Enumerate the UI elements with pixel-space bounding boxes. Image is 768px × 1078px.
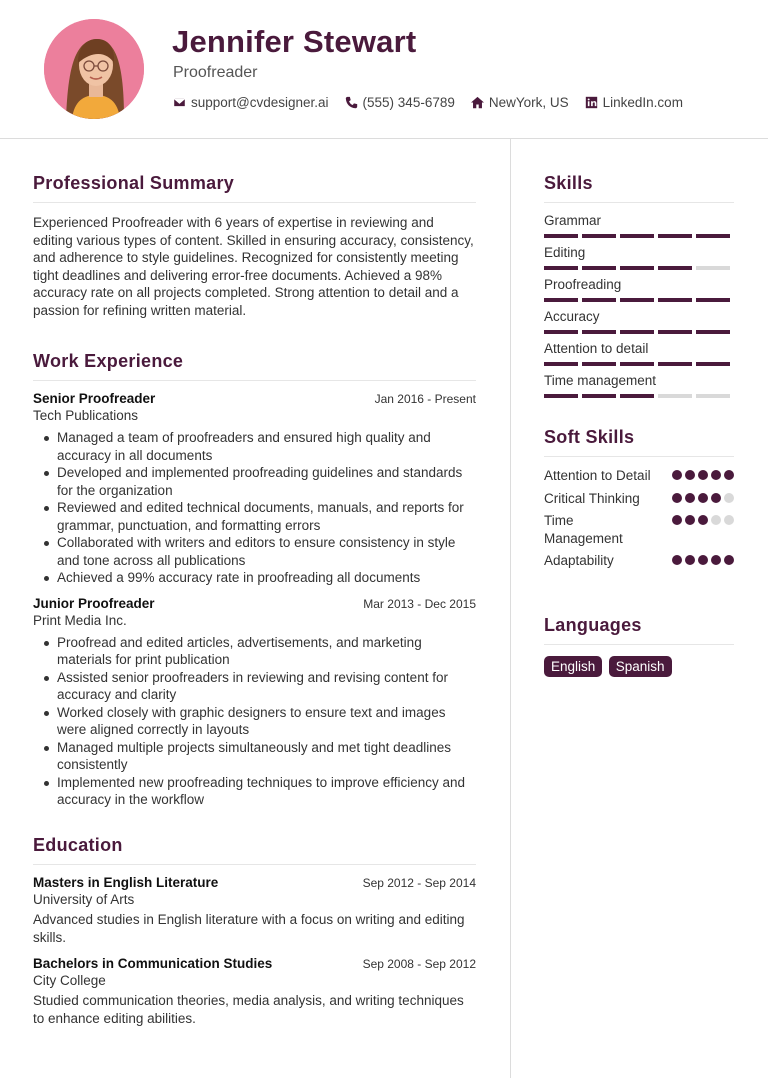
soft-skill-name: Critical Thinking [544,490,640,506]
skill-level-segment [544,330,578,334]
contact-linkedin-text: LinkedIn.com [602,95,683,110]
contact-phone-text: (555) 345-6789 [362,95,455,110]
skill-level-segment [582,234,616,238]
skill-level-segment [582,266,616,270]
skill-name: Editing [544,245,586,260]
skill-level-segment [544,362,578,366]
job-entry-title: Senior Proofreader [33,391,156,406]
rating-dot [711,515,721,525]
rating-dot [711,470,721,480]
education-date: Sep 2012 - Sep 2014 [362,876,476,890]
soft-skill-name: Attention to Detail [544,468,651,483]
education-degree: Masters in English Literature [33,875,219,890]
job-title: Proofreader [173,64,258,81]
resume-header [0,0,768,139]
rating-dot [724,555,734,565]
phone-icon [345,96,358,109]
skill-item [544,341,734,366]
job-entry [33,391,476,587]
skill-name: Grammar [544,213,601,228]
job-bullets [42,634,476,809]
skill-level-segment [582,330,616,334]
education-school: City College [33,973,106,988]
rating-dot [724,470,734,480]
skill-level-segment [696,330,730,334]
education-school: University of Arts [33,892,135,907]
language-badge: English [544,656,602,677]
summary-text: Experienced Proofreader with 6 years of expertise in reviewing and editing various types of content. Skilled in ensuring accuracy, consistency, and adherence to style guidelines. Recognized for consistently meeting tight deadlines and delivering error-free documents. Achieved a 98% accuracy rate on all projects completed. Strong attention to detail and a passion for refining written material. [33,215,474,318]
skill-level-segment [620,234,654,238]
skill-level-segment [544,266,578,270]
skill-level-segment [620,362,654,366]
soft-skill-name: Adaptability [544,553,614,568]
bullet-item: Collaborated with writers and editors to ensure consistency in style and tone across all publications [42,534,476,569]
skill-level-segment [544,394,578,398]
bullet-item: Managed multiple projects simultaneously and met tight deadlines consistently [42,739,476,774]
candidate-name: Jennifer Stewart [172,24,417,59]
soft-skills-list [544,467,734,570]
education-desc: Studied communication theories, media analysis, and writing techniques to enhance editing abilities. [33,993,464,1026]
rating-dot [685,470,695,480]
education-heading: Education [33,835,476,865]
skill-level-segment [582,298,616,302]
experience-heading: Work Experience [33,351,476,381]
rating-dot [672,555,682,565]
bullet-item: Developed and implemented proofreading guidelines and standards for the organization [42,464,476,499]
rating-dot [672,493,682,503]
rating-dot [685,515,695,525]
soft-skills-heading: Soft Skills [544,427,734,457]
bullet-item: Worked closely with graphic designers to ensure text and images were aligned correctly in layouts [42,704,476,739]
skill-name: Attention to detail [544,341,649,356]
rating-dot [672,515,682,525]
languages-section [544,615,734,677]
skill-level-segment [582,394,616,398]
skill-level-segment [658,266,692,270]
skill-level-bar [544,266,734,270]
rating-dot [698,515,708,525]
contact-email-text: support@cvdesigner.ai [191,95,329,110]
education-entry [33,875,476,946]
skill-level-segment [544,234,578,238]
skill-level-segment [658,394,692,398]
skill-level-segment [696,394,730,398]
skill-item [544,213,734,238]
skill-level-segment [620,394,654,398]
job-entry-date: Jan 2016 - Present [374,392,476,406]
job-entry-org: Tech Publications [33,408,139,423]
skill-level-segment [658,330,692,334]
education-desc: Advanced studies in English literature with a focus on writing and editing skills. [33,912,465,945]
soft-skill-item [544,490,734,508]
skills-heading: Skills [544,173,734,203]
education-date: Sep 2008 - Sep 2012 [362,957,476,971]
bullet-item: Assisted senior proofreaders in reviewing and revising content for accuracy and clarity [42,669,476,704]
soft-skill-item [544,552,734,570]
soft-skill-item [544,512,734,547]
skill-level-segment [620,266,654,270]
summary-heading: Professional Summary [33,173,476,203]
skill-item [544,373,734,398]
contact-phone[interactable] [345,95,455,110]
skill-level-segment [620,298,654,302]
skill-name: Time management [544,373,657,388]
rating-dot [724,493,734,503]
skill-level-bar [544,394,734,398]
skill-level-segment [696,298,730,302]
education-section [33,835,476,1027]
summary-section [33,173,476,319]
skill-level-segment [696,362,730,366]
linkedin-icon [585,96,598,109]
rating-dot [711,555,721,565]
skill-name: Accuracy [544,309,600,324]
education-entry [33,956,476,1027]
profile-photo [44,19,144,119]
rating-dot [711,493,721,503]
bullet-item: Achieved a 99% accuracy rate in proofreading all documents [42,569,476,587]
languages-heading: Languages [544,615,734,645]
soft-skill-rating [669,555,734,565]
avatar-illustration [44,19,144,119]
skill-name: Proofreading [544,277,622,292]
skill-item [544,245,734,270]
soft-skill-name: Time Management [544,513,623,546]
skill-level-bar [544,234,734,238]
skill-level-segment [620,330,654,334]
job-entry-title: Junior Proofreader [33,595,155,611]
rating-dot [698,470,708,480]
envelope-icon [173,96,186,109]
skill-level-bar [544,298,734,302]
skill-item [544,309,734,334]
soft-skill-rating [669,470,734,480]
skill-level-segment [658,362,692,366]
skill-level-segment [582,362,616,366]
rating-dot [698,555,708,565]
rating-dot [672,470,682,480]
education-degree: Bachelors in Communication Studies [33,956,273,971]
skill-level-segment [696,234,730,238]
contact-location-text: NewYork, US [488,95,569,110]
bullet-item: Implemented new proofreading techniques to improve efficiency and accuracy in the workflow [42,774,476,809]
job-entry-date: Mar 2013 - Dec 2015 [363,596,476,611]
bullet-item: Managed a team of proofreaders and ensured high quality and accuracy in all documents [42,429,476,464]
skill-level-bar [544,330,734,334]
bullet-item: Proofread and edited articles, advertisements, and marketing materials for print publication [42,634,476,669]
column-divider [510,139,511,1078]
rating-dot [685,555,695,565]
soft-skill-rating [669,515,734,525]
job-bullets [42,429,476,587]
home-icon [471,96,484,109]
job-entry [33,596,476,809]
skills-section [544,173,734,398]
skill-level-segment [658,298,692,302]
soft-skills-section [544,427,734,570]
skill-item [544,277,734,302]
rating-dot [685,493,695,503]
contact-bar [173,95,699,110]
skill-level-segment [658,234,692,238]
job-entry-org: Print Media Inc. [33,612,127,628]
languages-list [544,656,734,677]
rating-dot [724,515,734,525]
contact-linkedin[interactable] [585,95,683,110]
soft-skill-item [544,467,734,485]
bullet-item: Reviewed and edited technical documents, manuals, and reports for grammar, punctuation, and formatting errors [42,499,476,534]
rating-dot [698,493,708,503]
experience-section [33,351,476,809]
contact-location [471,95,569,110]
skills-list [544,213,734,398]
skill-level-segment [544,298,578,302]
contact-email[interactable] [173,95,329,110]
skill-level-segment [696,266,730,270]
soft-skill-rating [669,493,734,503]
language-badge: Spanish [609,656,672,677]
skill-level-bar [544,362,734,366]
